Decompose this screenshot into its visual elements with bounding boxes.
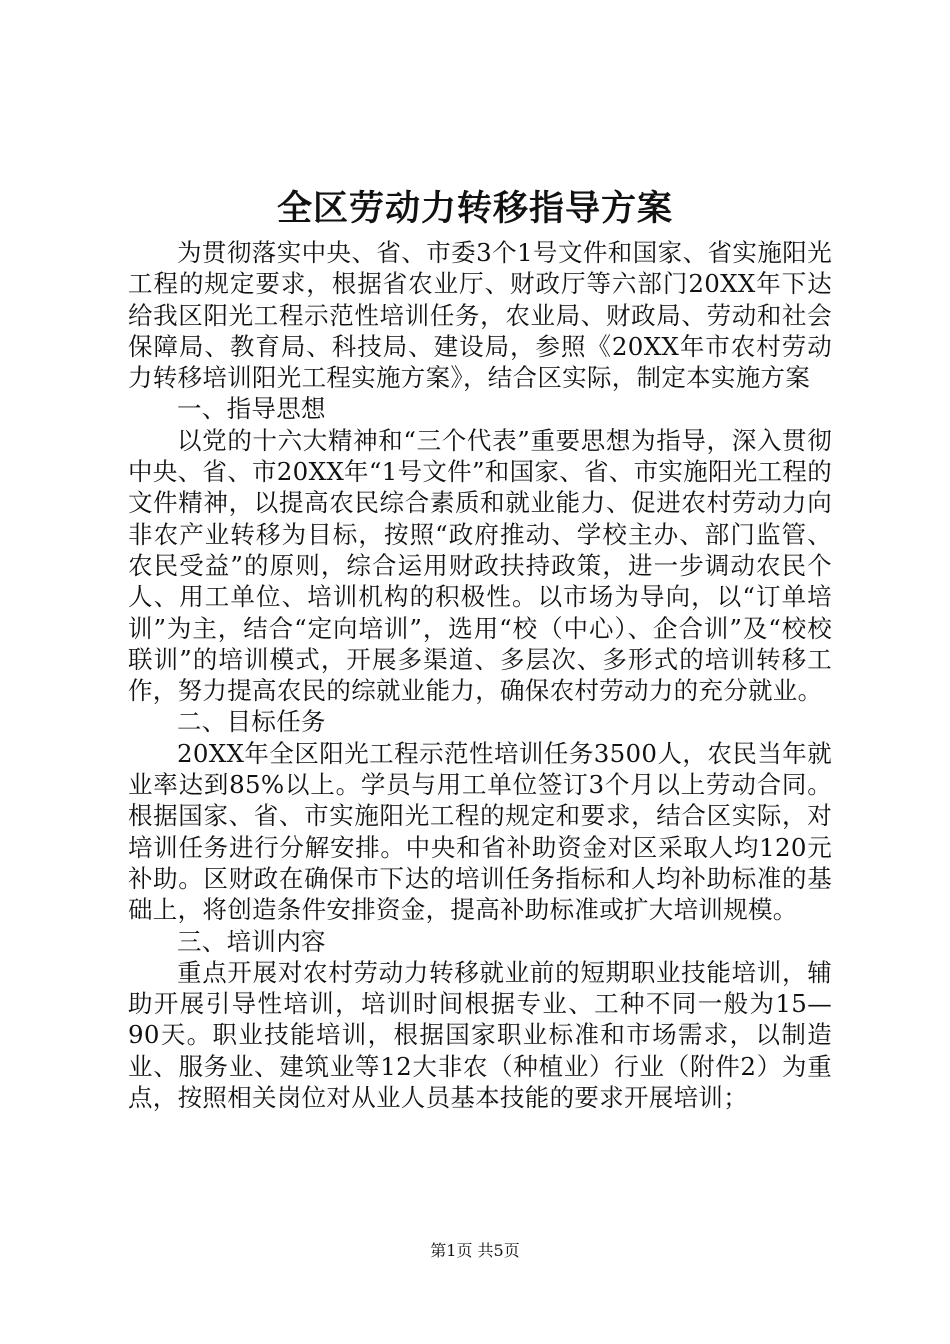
section-heading-training-content: 三、培训内容 <box>177 926 326 956</box>
document-body <box>128 237 832 1113</box>
page-footer: 第1页 共5页 <box>430 1241 520 1260</box>
targets-paragraph: 20XX年全区阳光工程示范性培训任务3500人，农民当年就业率达到85%以上。学员与用工单位签订3个月以上劳动合同。根据国家、省、市实施阳光工程的规定和要求，结合区实际，对培训任务进行分解安排。中央和省补助资金对区采取人均120元补助。区财政在确保市下达的培训任务指标和人均补助标准的基础上，将创造条件安排资金，提高补助标准或扩大培训规模。 <box>128 738 832 925</box>
intro-paragraph: 为贯彻落实中央、省、市委3个1号文件和国家、省实施阳光工程的规定要求，根据省农业厅、财政厅等六部门20XX年下达给我区阳光工程示范性培训任务，农业局、财政局、劳动和社会保障局、教育局、科技局、建设局，参照《20XX年市农村劳动力转移培训阳光工程实施方案》，结合区实际，制定本实施方案 <box>128 238 832 393</box>
document-title: 全区劳动力转移指导方案 <box>276 188 673 229</box>
guiding-thought-paragraph: 以党的十六大精神和“三个代表”重要思想为指导，深入贯彻中央、省、市20XX年“1号文件”和国家、省、市实施阳光工程的文件精神，以提高农民综合素质和就业能力、促进农村劳动力向非农产业转移为目标，按照“政府推动、学校主办、部门监管、农民受益”的原则，综合运用财政扶持政策，进一步调动农民个人、用工单位、培训机构的积极性。以市场为导向，以“订单培训”为主，结合“定向培训”，选用“校（中心）、企合训”及“校校联训”的培训模式，开展多渠道、多层次、多形式的培训转移工作，努力提高农民的综就业能力，确保农村劳动力的充分就业。 <box>128 425 833 706</box>
training-content-paragraph: 重点开展对农村劳动力转移就业前的短期职业技能培训，辅助开展引导性培训，培训时间根据专业、工种不同一般为15—90天。职业技能培训，根据国家职业标准和市场需求，以制造业、服务业、建筑业等12大非农（种植业）行业（附件2）为重点，按照相关岗位对从业人员基本技能的要求开展培训； <box>128 957 832 1113</box>
section-heading-targets: 二、目标任务 <box>177 707 326 737</box>
section-heading-guiding-thought: 一、指导思想 <box>177 394 326 424</box>
